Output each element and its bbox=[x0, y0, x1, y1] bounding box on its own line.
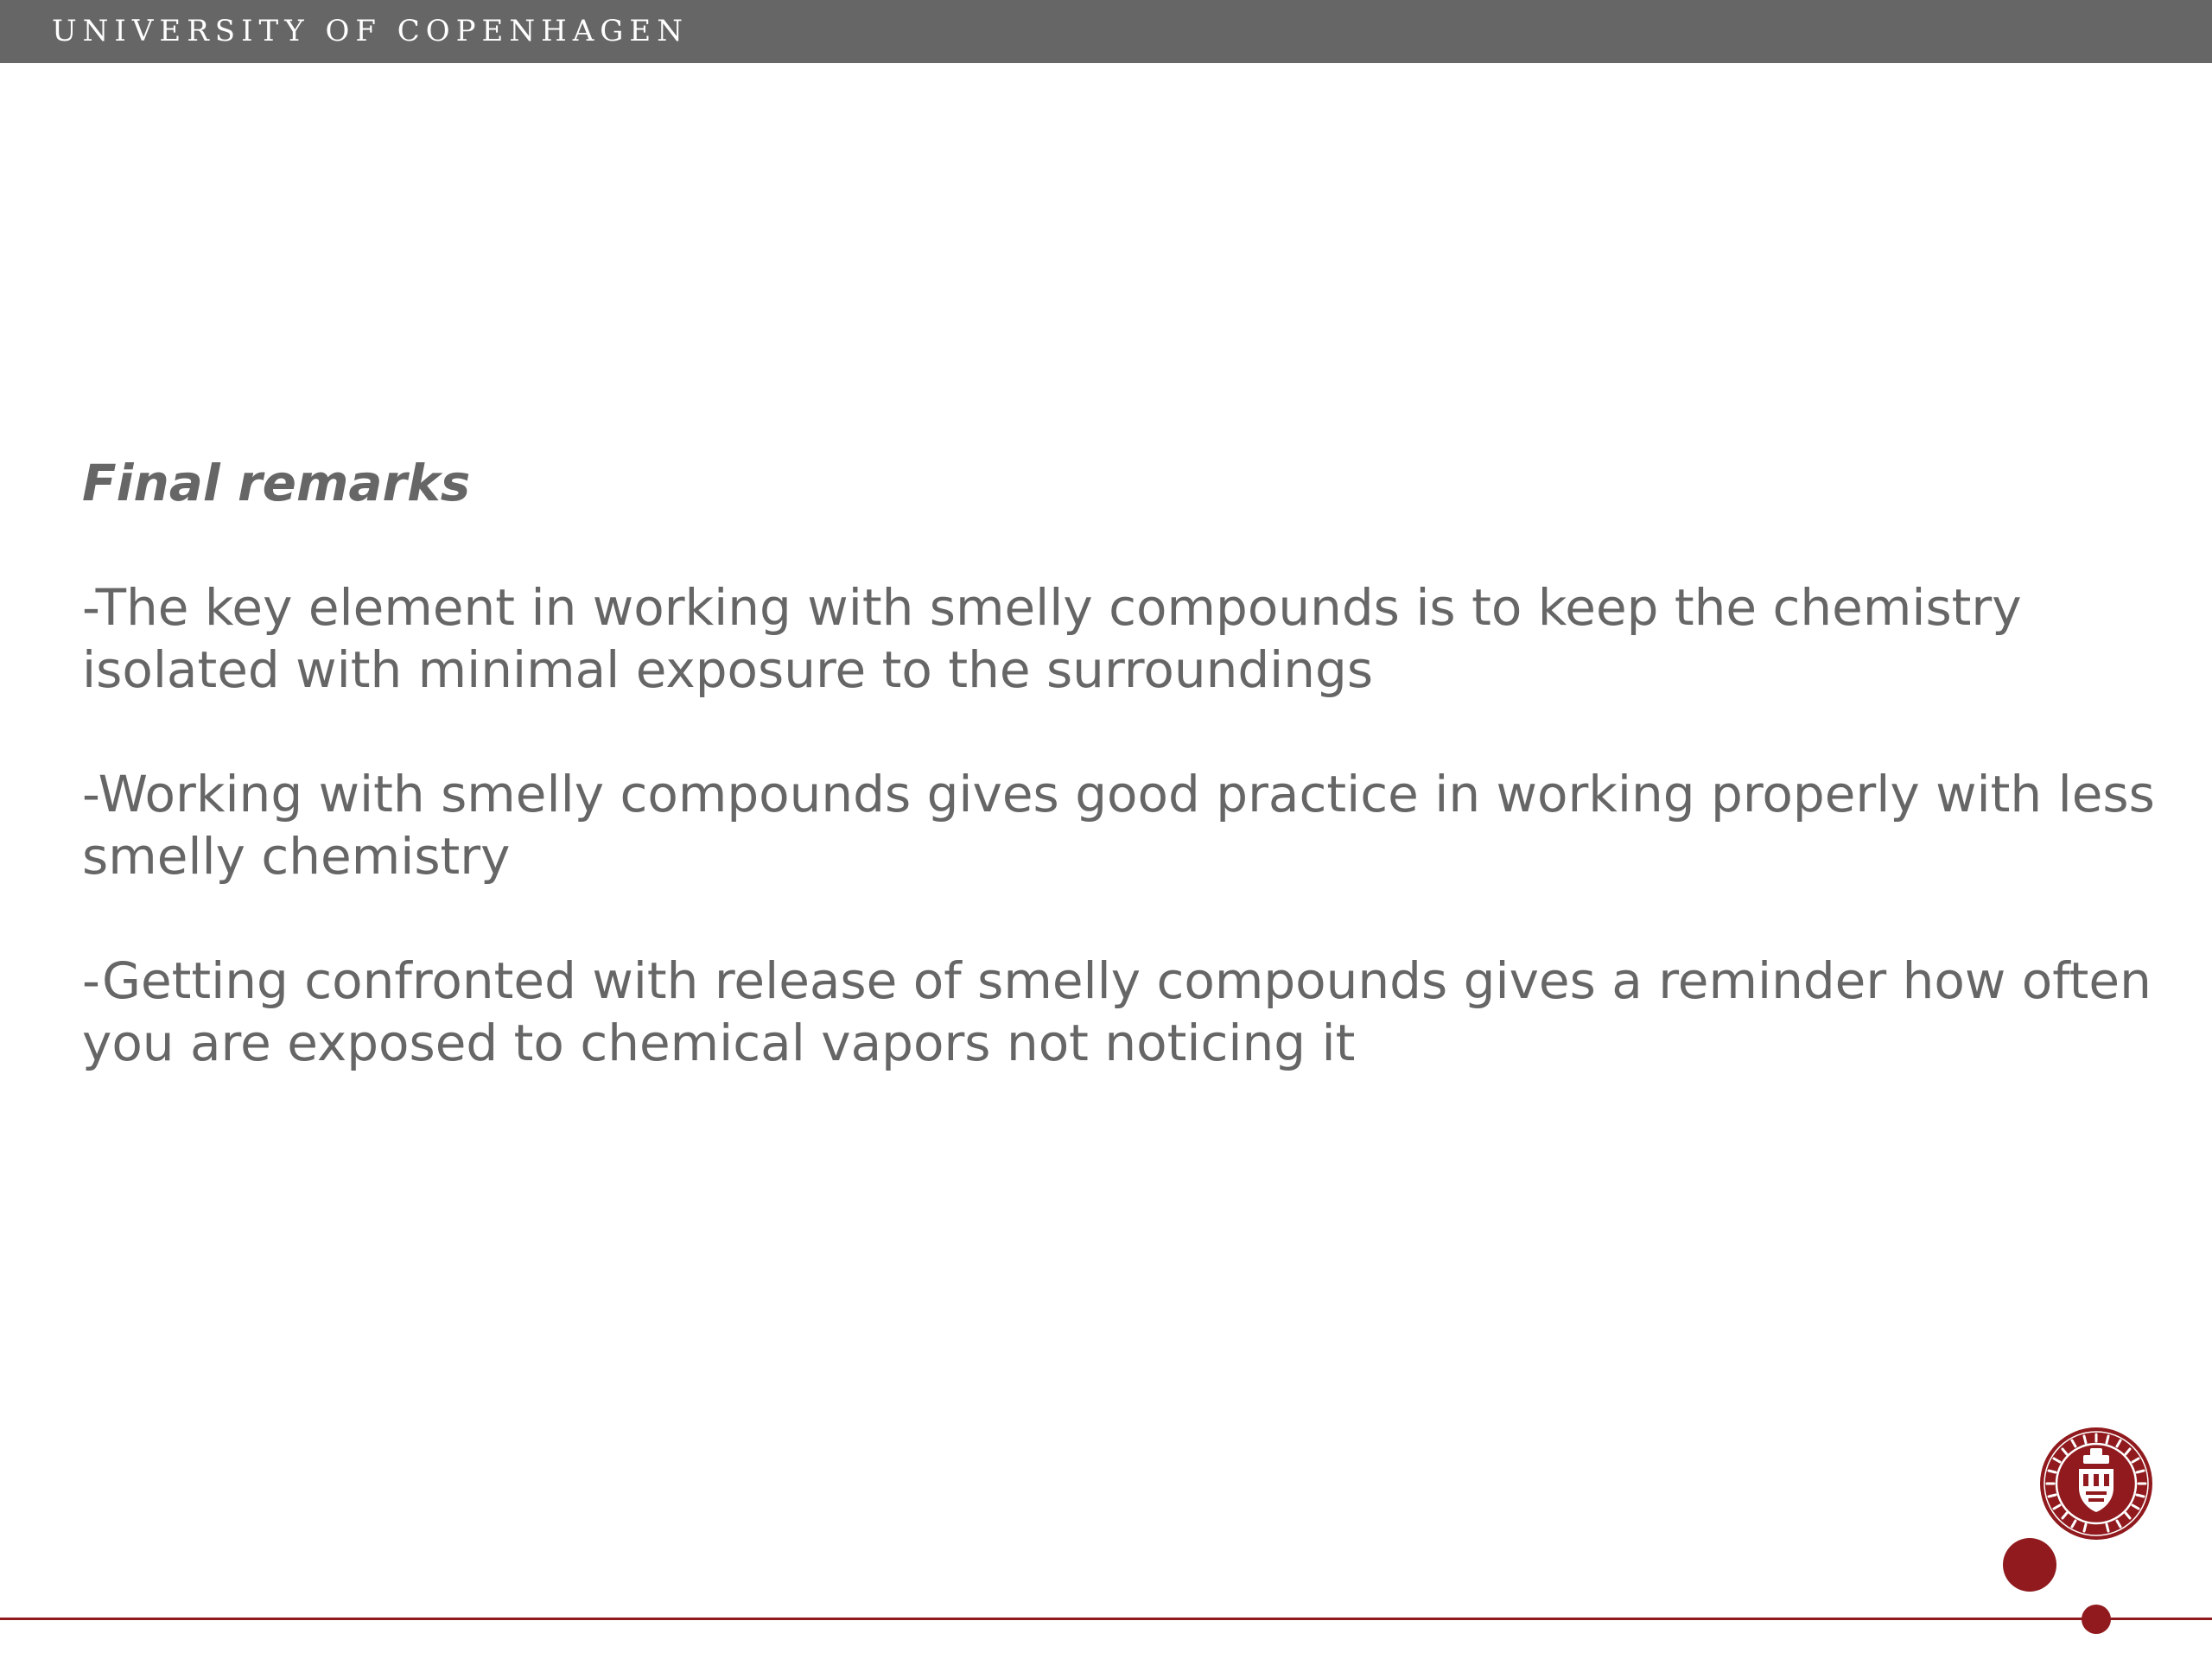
footer-divider bbox=[0, 1618, 2212, 1620]
decorative-dot-small bbox=[2082, 1605, 2111, 1634]
university-name: UNIVERSITY OF COPENHAGEN bbox=[52, 14, 690, 48]
remark-paragraph-2: -Working with smelly compounds gives good practice in working properly with less smelly chemistry bbox=[82, 765, 2155, 886]
decorative-dot-large bbox=[2003, 1538, 2056, 1592]
remark-paragraph-1: -The key element in working with smelly compounds is to keep the chemistry isolated with minimal exposure to the surroundings bbox=[82, 578, 2022, 699]
university-seal-icon bbox=[2038, 1426, 2154, 1541]
header-bar bbox=[0, 0, 2212, 63]
slide-content bbox=[82, 452, 2156, 1136]
slide-heading: Final remarks bbox=[82, 454, 471, 512]
remark-paragraph-3: -Getting confronted with release of smelly compounds gives a reminder how often you are exposed to chemical vapors not noticing it bbox=[82, 951, 2152, 1072]
